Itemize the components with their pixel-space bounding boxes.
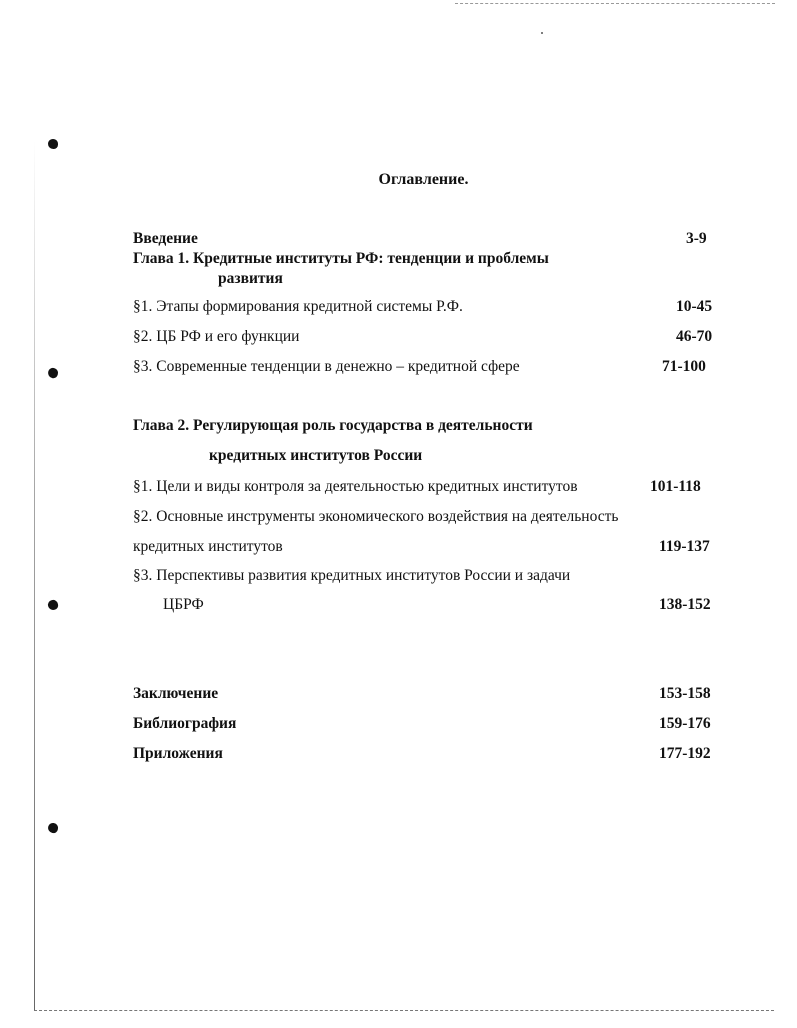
toc-ch1-section-1: §1. Этапы формирования кредитной системы Р.Ф.: [133, 298, 463, 315]
toc-ch1-section-1-pages: 10-45: [676, 298, 713, 315]
toc-ch2-section-3: §3. Перспективы развития кредитных институтов России и задачи: [133, 567, 571, 584]
toc-ch2-section-1-pages: 101-118: [650, 478, 701, 495]
toc-ch2-section-3-pages: 138-152: [659, 596, 711, 613]
toc-conclusion-pages: 153-158: [659, 685, 711, 702]
toc-ch2-section-1: §1. Цели и виды контроля за деятельностью кредитных институтов: [133, 478, 578, 495]
toc-ch2-section-3-cont: ЦБРФ: [163, 596, 204, 613]
chapter-2-heading: Глава 2. Регулирующая роль государства в деятельности: [133, 417, 533, 434]
punch-hole-mark: [47, 822, 59, 834]
chapter-1-heading: Глава 1. Кредитные институты РФ: тенденции и проблемы: [133, 250, 549, 267]
toc-bibliography-label: Библиография: [133, 715, 237, 732]
toc-ch1-section-3: §3. Современные тенденции в денежно – кредитной сфере: [133, 358, 520, 375]
toc-ch1-section-2-pages: 46-70: [676, 328, 713, 345]
toc-intro-label: Введение: [133, 230, 198, 247]
chapter-1-heading-cont: развития: [218, 270, 283, 287]
toc-ch1-section-2: §2. ЦБ РФ и его функции: [133, 328, 300, 345]
toc-ch2-section-2: §2. Основные инструменты экономического воздействия на деятельность: [133, 508, 619, 525]
toc-ch2-section-2-pages: 119-137: [659, 538, 710, 555]
chapter-2-heading-cont: кредитных институтов России: [209, 447, 423, 464]
toc-conclusion-label: Заключение: [133, 685, 219, 702]
scan-edge-left: [34, 140, 35, 1010]
toc-ch2-section-2-cont: кредитных институтов: [133, 538, 283, 555]
toc-bibliography-pages: 159-176: [659, 715, 711, 732]
toc-appendices-label: Приложения: [133, 745, 223, 762]
toc-intro-pages: 3-9: [686, 230, 707, 247]
toc-appendices-pages: 177-192: [659, 745, 711, 762]
toc-ch1-section-3-pages: 71-100: [662, 358, 706, 375]
page-title: Оглавление.: [378, 171, 469, 188]
scan-edge-top: [455, 3, 775, 4]
punch-hole-mark: [47, 367, 60, 380]
punch-hole-mark: [48, 139, 58, 149]
scan-speck: [541, 32, 543, 34]
punch-hole-mark: [47, 599, 59, 611]
scan-edge-bottom: [34, 1010, 774, 1011]
